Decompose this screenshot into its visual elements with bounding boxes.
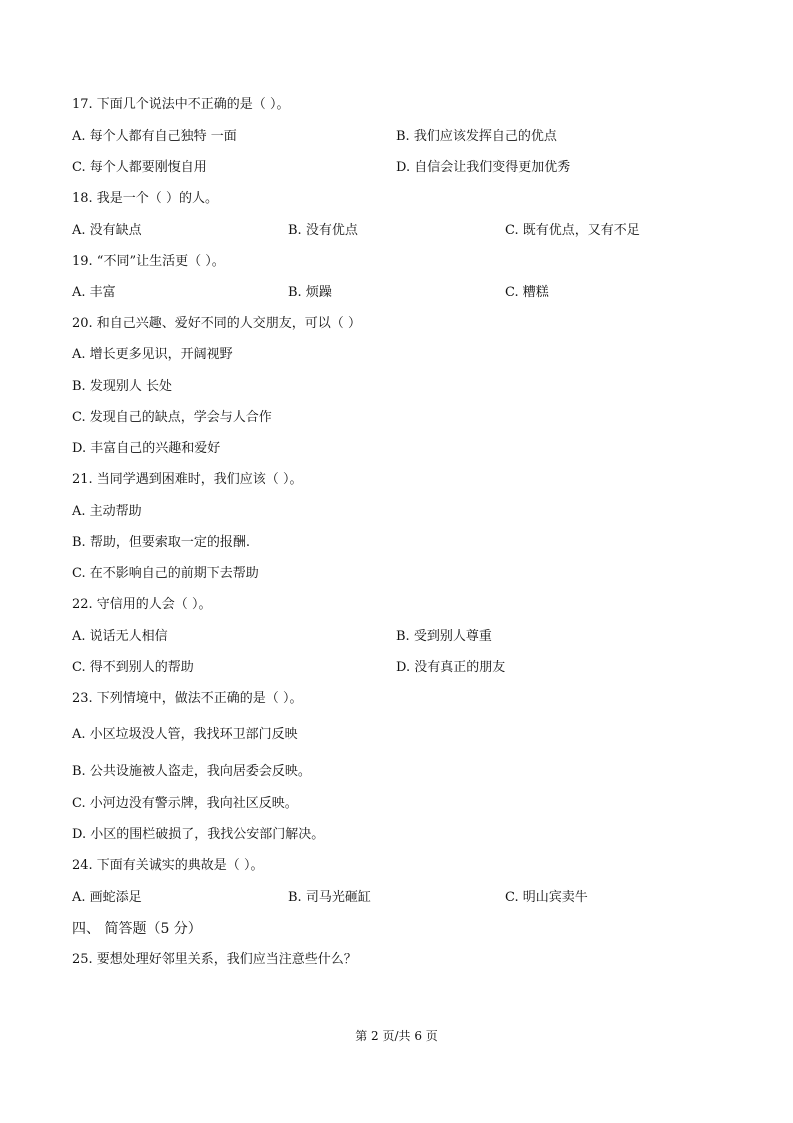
question-23-stem: 23. 下列情境中，做法不正确的是（ ）。 [72,691,303,706]
question-25-stem: 25. 要想处理好邻里关系，我们应当注意些什么？ [72,952,357,967]
question-21-option-c: C. 在不影响自己的前期下去帮助 [72,566,259,581]
question-22-option-d: D. 没有真正的朋友 [396,660,506,675]
question-17-stem: 17. 下面几个说法中不正确的是（ ）。 [72,97,290,112]
question-18-option-c: C. 既有优点，又有不足 [505,223,640,238]
question-23-option-d: D. 小区的围栏破损了，我找公安部门解决。 [72,827,325,842]
question-18-option-b: B. 没有优点 [288,223,358,238]
question-22-option-a: A. 说话无人相信 [72,629,168,644]
question-17-option-d: D. 自信会让我们变得更加优秀 [396,160,571,175]
question-19-option-b: B. 烦躁 [288,285,332,300]
question-18-stem: 18. 我是一个（ ）的人。 [72,191,218,206]
question-21-stem: 21. 当同学遇到困难时，我们应该（ ）。 [72,472,303,487]
question-22-option-b: B. 受到别人尊重 [396,629,492,644]
question-24-option-a: A. 画蛇添足 [72,890,142,905]
question-20-option-a: A. 增长更多见识，开阔视野 [72,347,233,362]
question-19-option-c: C. 糟糕 [505,285,549,300]
question-23-option-c: C. 小河边没有警示牌，我向社区反映。 [72,796,298,811]
question-20-option-d: D. 丰富自己的兴趣和爱好 [72,441,221,456]
question-24-stem: 24. 下面有关诚实的典故是（ ）。 [72,858,264,873]
question-21-option-b: B. 帮助，但要索取一定的报酬. [72,535,250,550]
question-20-stem: 20. 和自己兴趣、爱好不同的人交朋友，可以（ ） [72,316,361,331]
question-23-option-a: A. 小区垃圾没人管，我找环卫部门反映 [72,727,298,742]
section-heading-short-answer: 四、 简答题（5 分） [72,921,202,937]
question-18-option-a: A. 没有缺点 [72,223,142,238]
question-20-option-b: B. 发现别人 长处 [72,379,172,394]
question-17-option-a: A. 每个人都有自己独特 一面 [72,129,237,144]
question-19-stem: 19. “不同”让生活更（ ）。 [72,254,225,269]
question-23-option-b: B. 公共设施被人盗走，我向居委会反映。 [72,764,311,779]
question-24-option-c: C. 明山宾卖牛 [505,890,588,905]
question-22-stem: 22. 守信用的人会（ ）。 [72,597,212,612]
question-20-option-c: C. 发现自己的缺点，学会与人合作 [72,410,272,425]
page-number-footer: 第 2 页/共 6 页 [355,1029,438,1043]
question-22-option-c: C. 得不到别人的帮助 [72,660,194,675]
question-21-option-a: A. 主动帮助 [72,504,142,519]
question-17-option-c: C. 每个人都要刚愎自用 [72,160,207,175]
question-17-option-b: B. 我们应该发挥自己的优点 [396,129,557,144]
question-24-option-b: B. 司马光砸缸 [288,890,371,905]
question-19-option-a: A. 丰富 [72,285,116,300]
